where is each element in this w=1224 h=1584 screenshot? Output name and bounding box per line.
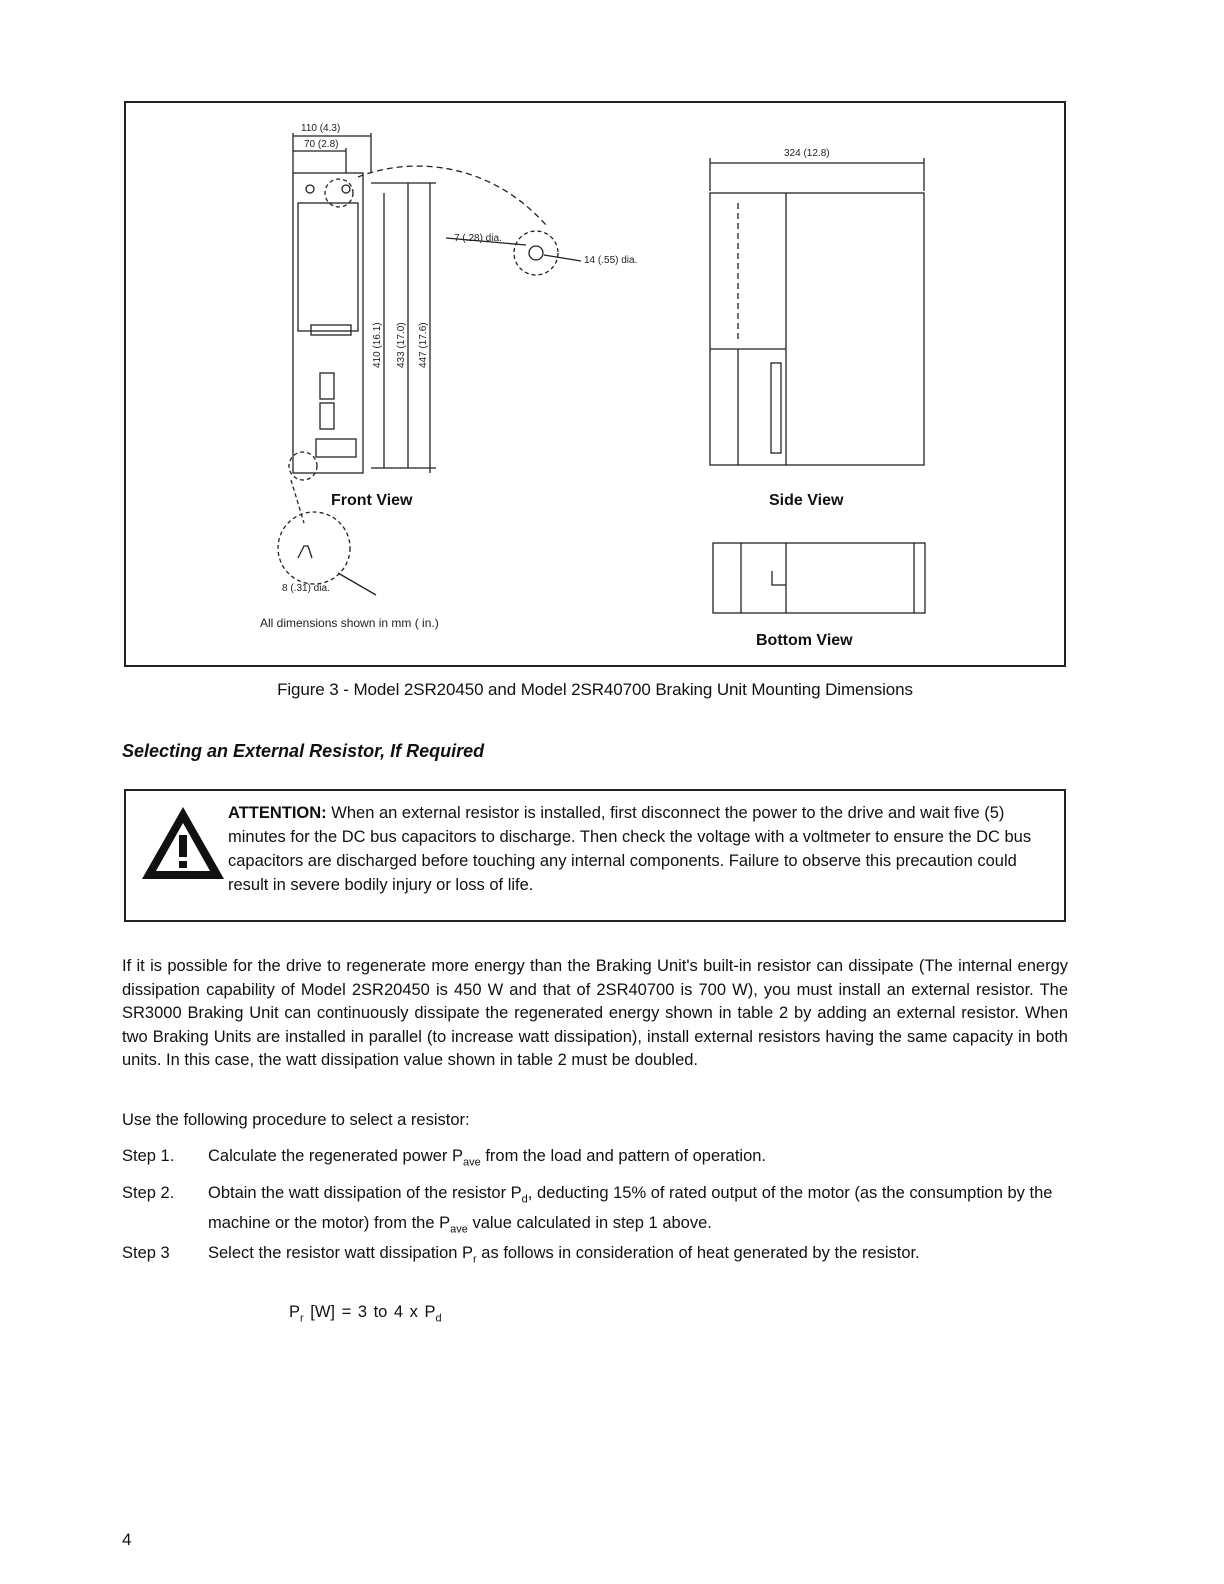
page-number: 4 [122, 1530, 132, 1549]
front-view-outline [293, 173, 363, 473]
front-view-top-panel [298, 203, 358, 331]
step-text: Select the resistor watt dissipation $P_r$ as follows in consideration of heat generated by the resistor. [208, 1244, 920, 1266]
dim-110: 110 (4.3) [301, 123, 341, 134]
procedure-intro: Use the following procedure to select a resistor: [122, 1111, 470, 1129]
dim-433: 433 (17.0) [396, 322, 407, 368]
body-paragraph: If it is possible for the drive to regenerate more energy than the Braking Unit's built-in resistor can dissipate (The internal energy dissipation capability of Model 2SR20450 is 450 W and that of 2SR40700 is 700 W), you must install an external resistor. The SR3000 Braking Unit can continuously dissipate the regenerated energy shown in table 2 by adding an external resistor. When two Braking Units are installed in parallel (to increase watt dissipation), install external resistors having the same capacity in both units. In this case, the watt dissipation value shown in table 2 must be doubled. [122, 957, 1068, 1070]
dim-hole-8: 8 (.31) dia. [282, 583, 330, 594]
front-view-label: Front View [331, 492, 413, 509]
mounting-hole-right-icon [342, 185, 350, 193]
side-view-outline [710, 193, 924, 465]
resistor-formula: $P_r$ [W] = 3 to 4 x $P_d$ [289, 1303, 442, 1325]
dim-324: 324 (12.8) [784, 148, 830, 159]
attention-body: When an external resistor is installed, first disconnect the power to the drive and wait five (5) minutes for the DC bus capacitors to discharge. Then check the voltage with a voltmeter to ensure the DC bus capacitors are discharged before touching any internal components. Failure to observe this precaution could result in severe bodily injury or loss of life. [228, 804, 1032, 894]
dim-70: 70 (2.8) [304, 139, 339, 150]
dim-hole-7: 7 (.28) dia. [454, 233, 502, 244]
mounting-dimensions-drawing [126, 103, 1068, 669]
attention-label: ATTENTION: [228, 804, 327, 822]
figure-frame [124, 101, 1066, 667]
side-view-label: Side View [769, 492, 844, 509]
figure-caption: Figure 3 - Model 2SR20450 and Model 2SR40700 Braking Unit Mounting Dimensions [277, 680, 913, 699]
step-text: Obtain the watt dissipation of the resistor $P_d$, deducting 15% of rated output of the motor (as the consumption by the machine or the motor) from the $P_{ave}$ value calculated in step 1 above. [208, 1184, 1053, 1236]
section-heading: Selecting an External Resistor, If Required [122, 741, 485, 761]
warning-triangle-icon [138, 803, 228, 883]
step-label: Step 2. [122, 1184, 175, 1202]
attention-text [228, 801, 1054, 897]
mounting-hole-left-icon [306, 185, 314, 193]
step-label: Step 3 [122, 1244, 170, 1262]
step-label: Step 1. [122, 1147, 175, 1165]
step-text: Calculate the regenerated power $P_{ave}$ from the load and pattern of operation. [208, 1147, 767, 1169]
units-note: All dimensions shown in mm ( in.) [260, 616, 439, 630]
dim-410: 410 (16.1) [372, 322, 383, 368]
dim-447: 447 (17.6) [418, 322, 429, 368]
dim-hole-14: 14 (.55) dia. [584, 255, 638, 266]
bottom-view-label: Bottom View [756, 632, 853, 649]
bottom-view-outline [713, 543, 925, 613]
attention-box [124, 789, 1066, 922]
